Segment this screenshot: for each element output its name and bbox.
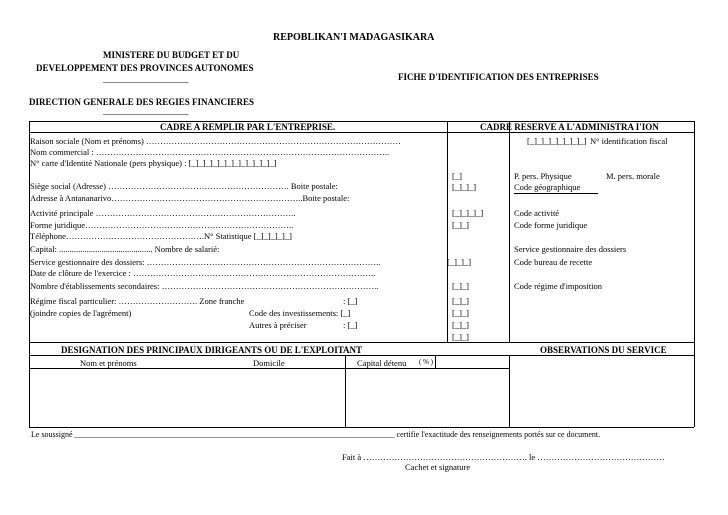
autres-checkbox[interactable]: : [_]: [343, 320, 358, 330]
col-nom-prenoms: Nom et prénoms: [80, 358, 137, 368]
nif-box[interactable]: [_]_]_]_]_]_]_]_]: [527, 136, 587, 146]
section-enterprise-header: CADRE A REMPLIR PAR L'ENTREPRISE.: [160, 122, 336, 132]
regime-fiscal-field[interactable]: Régime fiscal particulier: ………………………. Zone franche: [30, 296, 245, 306]
table-bottom-line: [29, 427, 694, 428]
date-cloture-field[interactable]: Date de clôture de l'exercice : …………………………………………………………………………..: [30, 268, 376, 278]
telephone-field[interactable]: Téléphone………………………………………….N° Statistique [_]_]_]_]_]: [30, 231, 292, 241]
activite-label: Code activité: [514, 208, 560, 218]
dirigeants-header: DESIGNATION DES PRINCIPAUX DIRIGEANTS OU DE L'EXPLOITANT: [61, 345, 363, 355]
pers-morale-label: M. pers. morale: [606, 171, 660, 181]
code-box[interactable]: [_]_]: [452, 296, 469, 306]
capital-unit-divider: [435, 355, 436, 368]
joindre-note: (joindre copies de l'agrément): [30, 308, 132, 318]
raison-sociale-field[interactable]: Raison sociale (Nom et prénoms) ………………………………………………………………………………: [30, 136, 401, 146]
capital-field[interactable]: Capital: ............................................ Nombre de salarié:: [30, 244, 220, 254]
admin-code-divider: [509, 121, 510, 342]
autres-label: Autres à préciser: [249, 320, 307, 330]
code-box[interactable]: [_]_]: [452, 332, 469, 342]
imposition-label: Code régime d'imposition: [514, 281, 602, 291]
cachet-signature: Cachet et signature: [405, 462, 471, 472]
forme-juridique-field[interactable]: Forme juridique………………………………………………………………..: [30, 220, 294, 230]
col-domicile: Domicile: [253, 358, 285, 368]
code-box[interactable]: [_]_]: [452, 320, 469, 330]
activite-principale-field[interactable]: Activité principale ……………………………………………………………..: [30, 208, 296, 218]
col-capital: Capital détenu: [357, 358, 407, 368]
siege-social-field[interactable]: Siège social (Adresse) ………………………………………………………. Boite postale:: [30, 181, 338, 191]
pers-physique-label: P. pers. Physique: [514, 171, 572, 181]
zone-franche-checkbox[interactable]: : [_]: [343, 296, 358, 306]
forme-box[interactable]: [_]_]: [452, 220, 469, 230]
code-investissements-checkbox[interactable]: Code des investissements: [_]: [249, 308, 351, 318]
table-header-line: [29, 132, 694, 133]
section-divider-bottom: [29, 355, 694, 356]
service-gestionnaire-field[interactable]: Service gestionnaire des dossiers: ………………………………………………………………………..: [30, 257, 381, 267]
bureau-label: Code bureau de recette: [514, 257, 593, 267]
capital-col-divider: [345, 355, 346, 427]
bureau-box[interactable]: [_]_]_]: [447, 257, 472, 267]
observations-header: OBSERVATIONS DU SERVICE: [540, 345, 667, 355]
geo-label: Code géographique: [514, 182, 581, 192]
direction-rule: ___________________: [103, 106, 189, 116]
geo-underline: [514, 193, 598, 194]
form-title: FICHE D'IDENTIFICATION DES ENTREPRISES: [398, 72, 599, 82]
republic-title: REPOBLIKAN'I MADAGASIKARA: [273, 32, 435, 43]
ministry-line2: DEVELOPPEMENT DES PROVINCES AUTONOMES: [36, 63, 254, 73]
nom-commercial-field[interactable]: Nom commercial : …………………………………………………………………………………………..: [30, 147, 390, 157]
direction-title: DIRECTION GENERALE DES REGIES FINANCIERES: [29, 97, 255, 107]
carte-identite-field[interactable]: N° carte d'Identité Nationale (pers physique) : [_]_]_]_]_]_]_]_]_]_]_]_]: [30, 158, 277, 168]
columns-header-line: [29, 368, 509, 369]
forme-label: Code forme juridique: [514, 220, 588, 230]
geo-box[interactable]: [_]_]_]: [452, 182, 477, 192]
fait-line[interactable]: Fait à …………………………………………………. le ………………………………………: [342, 452, 665, 462]
activite-box[interactable]: [_]_]_]_]: [452, 208, 484, 218]
soussigne-line[interactable]: Le soussigné ________________________________________________________________________________ certifie l'exactitude des renseignements portés sur ce document.: [31, 430, 601, 439]
admin-divider: [447, 121, 448, 342]
section-admin-header: CADRE RESERVE A L'ADMINISTRA I'ION: [480, 122, 659, 132]
service-label: Service gestionnaire des dossiers: [514, 244, 627, 254]
observations-divider: [509, 355, 510, 427]
section-divider-top: [29, 342, 694, 343]
nif-label: N° identification fiscal: [590, 136, 668, 146]
ministry-line1: MINISTERE DU BUDGET ET DU: [103, 50, 240, 60]
col-capital-unit: ( % ): [419, 358, 433, 366]
pers-box[interactable]: [_]: [452, 171, 462, 181]
code-box[interactable]: [_]_]: [452, 308, 469, 318]
adresse-antananarivo-field[interactable]: Adresse à Antananarivo…………………………………………………………..Boite postale:: [30, 193, 350, 203]
ministry-rule: ___________________: [103, 74, 189, 84]
imposition-box[interactable]: [_]_]: [452, 281, 469, 291]
etablissements-field[interactable]: Nombre d'établissements secondaires: …………………………………………………………………..: [30, 281, 379, 291]
table-right-edge: [694, 121, 695, 427]
